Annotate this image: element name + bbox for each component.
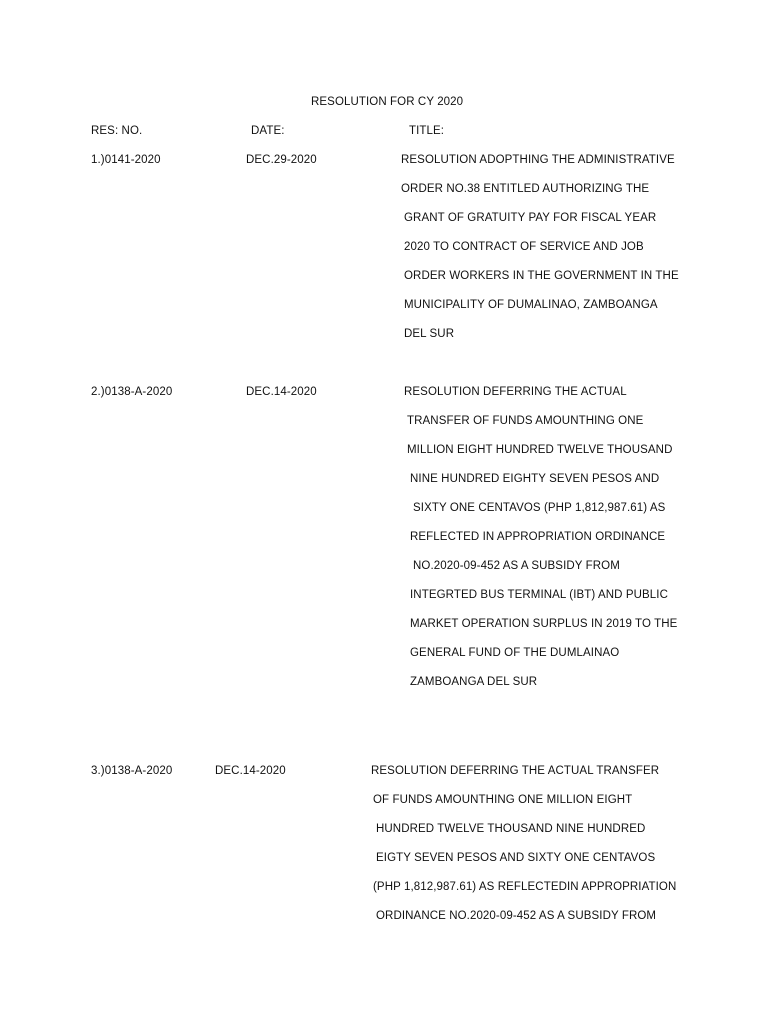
entry-date: DEC.29-2020 [246, 154, 317, 166]
entry-title-line: DEL SUR [404, 328, 455, 340]
entry-res-no: 2.)0138-A-2020 [91, 386, 173, 398]
entry-res-no: 1.)0141-2020 [91, 154, 161, 166]
entry-title-line: ORDINANCE NO.2020-09-452 AS A SUBSIDY FROM [376, 910, 657, 922]
entry-title-line: NO.2020-09-452 AS A SUBSIDY FROM [413, 560, 620, 572]
entry-title-line: (PHP 1,812,987.61) AS REFLECTEDIN APPROPRIATION [373, 881, 677, 893]
entry-title-line: MUNICIPALITY OF DUMALINAO, ZAMBOANGA [404, 299, 658, 311]
column-header-date: DATE: [251, 125, 285, 137]
entry-title-line: GENERAL FUND OF THE DUMLAINAO [410, 647, 620, 659]
entry-title-line: ORDER NO.38 ENTITLED AUTHORIZING THE [401, 183, 650, 195]
entry-title-line: NINE HUNDRED EIGHTY SEVEN PESOS AND [410, 473, 660, 485]
entry-title-line: ZAMBOANGA DEL SUR [410, 676, 538, 688]
column-header-res-no: RES: NO. [91, 125, 143, 137]
column-header-title: TITLE: [409, 125, 445, 137]
entry-title-line: INTEGRTED BUS TERMINAL (IBT) AND PUBLIC [410, 589, 669, 601]
document-heading: RESOLUTION FOR CY 2020 [311, 96, 464, 108]
entry-title-line: SIXTY ONE CENTAVOS (PHP 1,812,987.61) AS [413, 502, 666, 514]
entry-title-line: REFLECTED IN APPROPRIATION ORDINANCE [410, 531, 666, 543]
entry-title-line: HUNDRED TWELVE THOUSAND NINE HUNDRED [376, 823, 646, 835]
entry-title-line: GRANT OF GRATUITY PAY FOR FISCAL YEAR [404, 212, 657, 224]
entry-title-line: MILLION EIGHT HUNDRED TWELVE THOUSAND [407, 444, 673, 456]
entry-res-no: 3.)0138-A-2020 [91, 765, 173, 777]
entry-title-line: MARKET OPERATION SURPLUS IN 2019 TO THE [410, 618, 678, 630]
entry-title-line: ORDER WORKERS IN THE GOVERNMENT IN THE [404, 270, 679, 282]
entry-title-line: RESOLUTION DEFERRING THE ACTUAL [404, 386, 627, 398]
entry-title-line: RESOLUTION ADOPTHING THE ADMINISTRATIVE [401, 154, 675, 166]
entry-date: DEC.14-2020 [246, 386, 317, 398]
entry-title-line: TRANSFER OF FUNDS AMOUNTHING ONE [407, 415, 644, 427]
entry-title-line: OF FUNDS AMOUNTHING ONE MILLION EIGHT [373, 794, 633, 806]
entry-title-line: EIGTY SEVEN PESOS AND SIXTY ONE CENTAVOS [376, 852, 656, 864]
entry-date: DEC.14-2020 [215, 765, 286, 777]
entry-title-line: 2020 TO CONTRACT OF SERVICE AND JOB [404, 241, 644, 253]
entry-title-line: RESOLUTION DEFERRING THE ACTUAL TRANSFER [371, 765, 660, 777]
